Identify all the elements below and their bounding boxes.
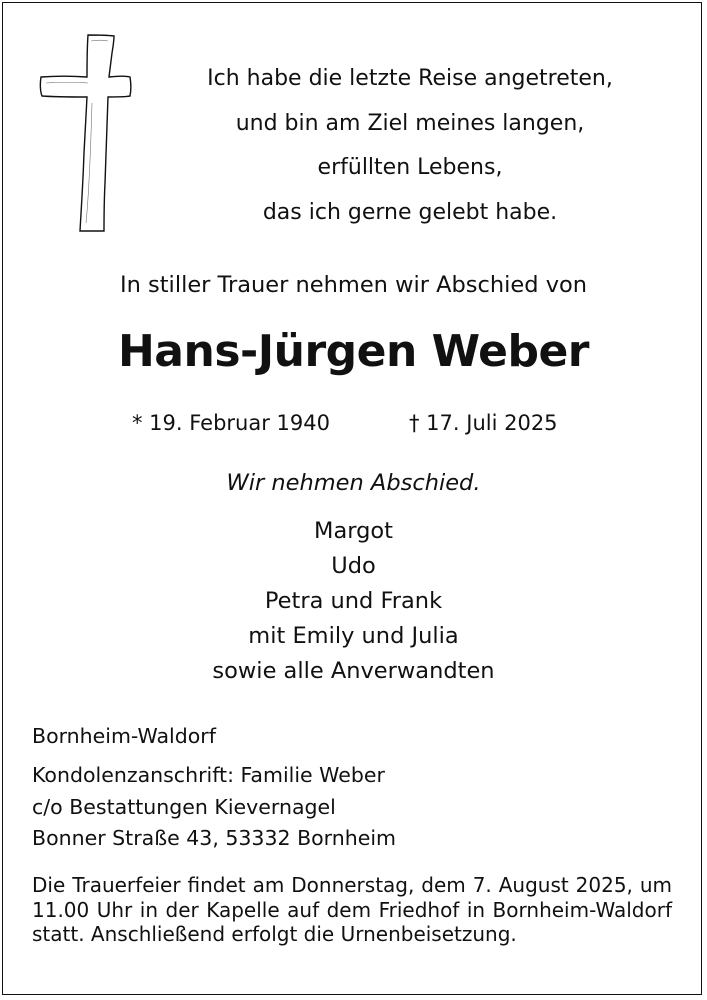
poem-line: und bin am Ziel meines langen,	[235, 110, 585, 136]
address-line: Kondolenzanschrift: Familie Weber	[32, 763, 385, 787]
address-line: Bonner Straße 43, 53332 Bornheim	[32, 826, 397, 850]
ceremony-notice: Die Trauerfeier findet am Donnerstag, dem 7. August 2025, um 11.00 Uhr in der Kapelle auf dem Friedhof in Bornheim-Waldorf statt. Anschließend erfolgt die Urnenbeisetzung.	[32, 873, 672, 946]
poem-line: Ich habe die letzte Reise angetreten,	[207, 66, 613, 91]
address-line: c/o Bestattungen Kievernagel	[32, 794, 336, 819]
birth-date: * 19. Februar 1940	[132, 411, 330, 435]
mourner: mit Emily und Julia	[248, 623, 459, 649]
intro-text: In stiller Trauer nehmen wir Abschied von	[119, 272, 588, 298]
condolence-address	[32, 760, 396, 855]
deceased-name: Hans-Jürgen Weber	[117, 326, 589, 377]
mourners-list	[0, 514, 707, 689]
poem-line: erfüllten Lebens,	[317, 155, 503, 180]
poem	[180, 57, 640, 235]
mourner: Udo	[331, 553, 376, 579]
cross-icon	[36, 33, 132, 233]
poem-line: das ich gerne gelebt habe.	[262, 199, 558, 225]
farewell-text: Wir nehmen Abschied.	[226, 470, 481, 496]
mourner: sowie alle Anverwandten	[212, 658, 495, 684]
place-name: Bornheim-Waldorf	[32, 724, 216, 748]
death-date: † 17. Juli 2025	[409, 411, 558, 435]
mourner: Margot	[314, 518, 393, 544]
mourner: Petra und Frank	[264, 588, 443, 614]
